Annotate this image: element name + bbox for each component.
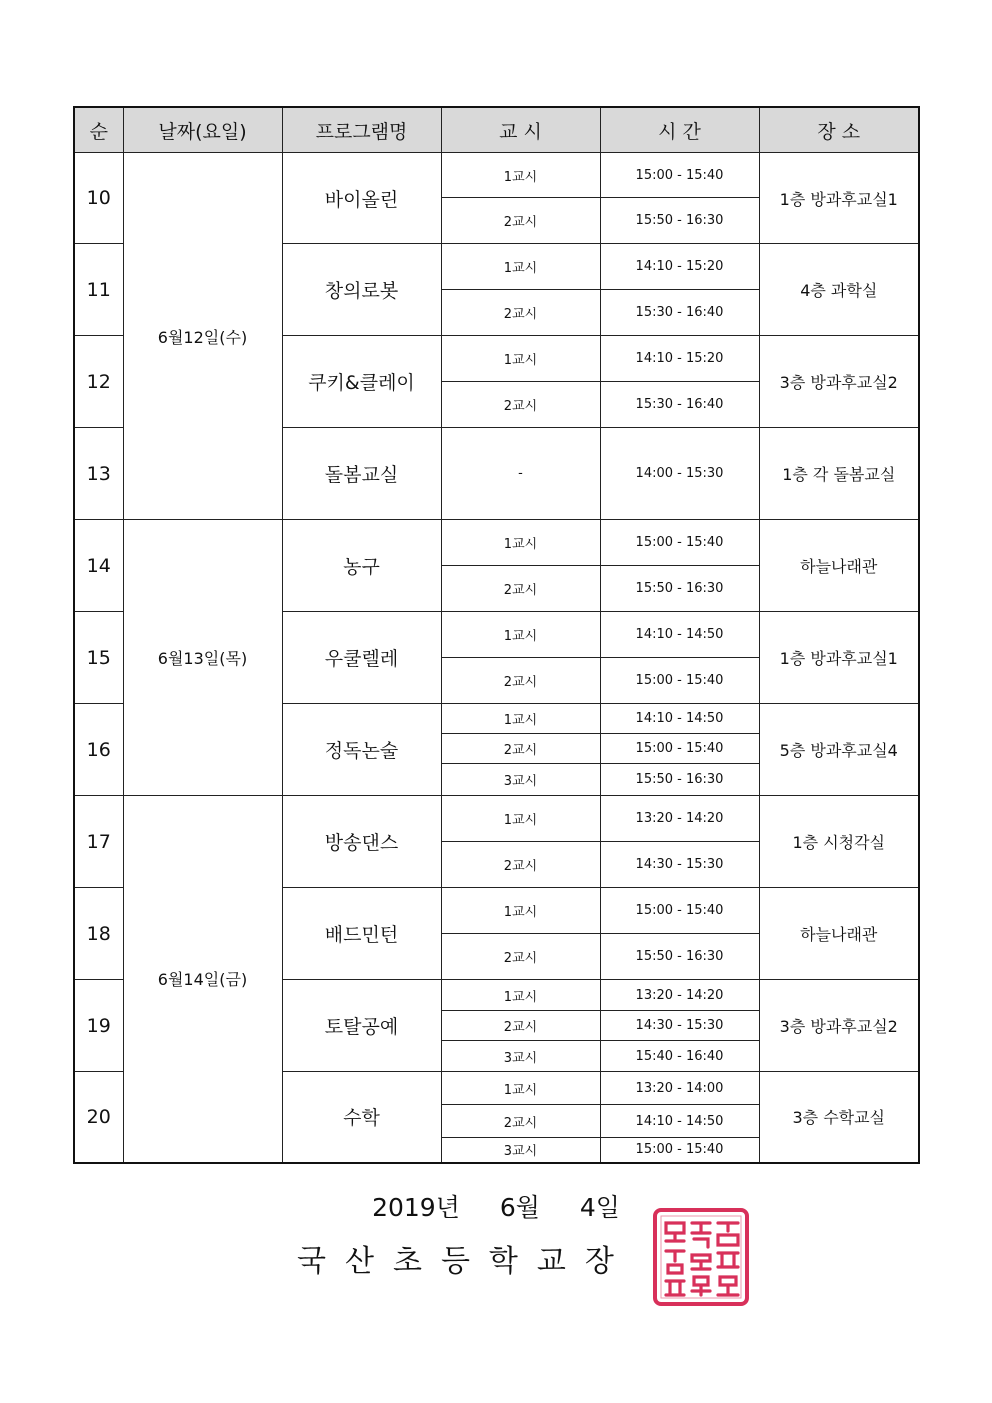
period-cell: 1교시 <box>441 153 600 198</box>
program-name: 정독논술 <box>282 704 441 796</box>
period-cell: 2교시 <box>441 1011 600 1041</box>
period-cell: 1교시 <box>441 612 600 658</box>
program-name: 수학 <box>282 1072 441 1163</box>
header-row <box>74 107 919 153</box>
period-cell: 1교시 <box>441 336 600 382</box>
row-number: 17 <box>74 796 123 888</box>
place-cell: 하늘나래관 <box>759 888 919 980</box>
place-cell: 3층 방과후교실2 <box>759 336 919 428</box>
period-cell: 2교시 <box>441 382 600 428</box>
table-row <box>74 153 919 198</box>
period-cell: 1교시 <box>441 888 600 934</box>
date-cell: 6월12일(수) <box>123 153 282 520</box>
time-cell: 15:50 - 16:30 <box>600 934 759 980</box>
time-cell: 14:30 - 15:30 <box>600 1011 759 1041</box>
date-cell: 6월14일(금) <box>123 796 282 1163</box>
time-cell: 15:00 - 15:40 <box>600 658 759 704</box>
time-cell: 14:10 - 14:50 <box>600 704 759 734</box>
row-number: 20 <box>74 1072 123 1163</box>
row-number: 18 <box>74 888 123 980</box>
place-cell: 3층 방과후교실2 <box>759 980 919 1072</box>
period-cell: 2교시 <box>441 290 600 336</box>
period-cell: 2교시 <box>441 842 600 888</box>
program-name: 농구 <box>282 520 441 612</box>
place-cell: 1층 방과후교실1 <box>759 153 919 244</box>
period-cell: 1교시 <box>441 520 600 566</box>
program-name: 방송댄스 <box>282 796 441 888</box>
header-program: 프로그램명 <box>282 107 441 153</box>
header-time: 시 간 <box>600 107 759 153</box>
place-cell: 3층 수학교실 <box>759 1072 919 1163</box>
schedule-table <box>73 106 920 1164</box>
time-cell: 14:30 - 15:30 <box>600 842 759 888</box>
time-cell: 15:00 - 15:40 <box>600 1138 759 1163</box>
time-cell: 15:00 - 15:40 <box>600 520 759 566</box>
issue-date <box>0 1188 992 1224</box>
time-cell: 13:20 - 14:20 <box>600 980 759 1011</box>
header-place: 장 소 <box>759 107 919 153</box>
place-cell: 1층 시청각실 <box>759 796 919 888</box>
issue-day: 4일 <box>579 1193 620 1222</box>
official-seal-icon <box>652 1207 750 1307</box>
period-cell: 2교시 <box>441 1105 600 1138</box>
header-date: 날짜(요일) <box>123 107 282 153</box>
time-cell: 14:10 - 15:20 <box>600 244 759 290</box>
period-cell: 3교시 <box>441 1138 600 1163</box>
row-number: 19 <box>74 980 123 1072</box>
row-number: 11 <box>74 244 123 336</box>
period-cell: 1교시 <box>441 980 600 1011</box>
time-cell: 14:00 - 15:30 <box>600 428 759 520</box>
place-cell: 1층 각 돌봄교실 <box>759 428 919 520</box>
place-cell: 4층 과학실 <box>759 244 919 336</box>
time-cell: 13:20 - 14:20 <box>600 796 759 842</box>
table-row <box>74 796 919 842</box>
time-cell: 15:00 - 15:40 <box>600 734 759 764</box>
period-cell: 2교시 <box>441 566 600 612</box>
time-cell: 15:40 - 16:40 <box>600 1041 759 1072</box>
program-name: 토탈공예 <box>282 980 441 1072</box>
program-name: 우쿨렐레 <box>282 612 441 704</box>
row-number: 15 <box>74 612 123 704</box>
program-name: 바이올린 <box>282 153 441 244</box>
row-number: 13 <box>74 428 123 520</box>
row-number: 16 <box>74 704 123 796</box>
date-cell: 6월13일(목) <box>123 520 282 796</box>
header-number: 순 <box>74 107 123 153</box>
period-cell: - <box>441 428 600 520</box>
time-cell: 14:10 - 14:50 <box>600 612 759 658</box>
row-number: 10 <box>74 153 123 244</box>
program-name: 돌봄교실 <box>282 428 441 520</box>
period-cell: 1교시 <box>441 796 600 842</box>
period-cell: 1교시 <box>441 704 600 734</box>
time-cell: 15:30 - 16:40 <box>600 290 759 336</box>
period-cell: 1교시 <box>441 1072 600 1105</box>
program-name: 배드민턴 <box>282 888 441 980</box>
issue-year: 2019년 <box>372 1193 460 1222</box>
period-cell: 2교시 <box>441 198 600 244</box>
program-name: 쿠키&클레이 <box>282 336 441 428</box>
period-cell: 2교시 <box>441 934 600 980</box>
period-cell: 2교시 <box>441 658 600 704</box>
header-period: 교 시 <box>441 107 600 153</box>
time-cell: 14:10 - 15:20 <box>600 336 759 382</box>
table-row <box>74 520 919 566</box>
period-cell: 3교시 <box>441 764 600 796</box>
time-cell: 15:00 - 15:40 <box>600 153 759 198</box>
period-cell: 3교시 <box>441 1041 600 1072</box>
time-cell: 15:00 - 15:40 <box>600 888 759 934</box>
place-cell: 5층 방과후교실4 <box>759 704 919 796</box>
place-cell: 하늘나래관 <box>759 520 919 612</box>
time-cell: 14:10 - 14:50 <box>600 1105 759 1138</box>
program-name: 창의로봇 <box>282 244 441 336</box>
time-cell: 15:50 - 16:30 <box>600 198 759 244</box>
period-cell: 2교시 <box>441 734 600 764</box>
school-signature: 국산초등학교장 <box>297 1244 633 1279</box>
issue-month: 6월 <box>499 1193 540 1222</box>
row-number: 14 <box>74 520 123 612</box>
time-cell: 13:20 - 14:00 <box>600 1072 759 1105</box>
time-cell: 15:50 - 16:30 <box>600 566 759 612</box>
time-cell: 15:30 - 16:40 <box>600 382 759 428</box>
time-cell: 15:50 - 16:30 <box>600 764 759 796</box>
row-number: 12 <box>74 336 123 428</box>
place-cell: 1층 방과후교실1 <box>759 612 919 704</box>
period-cell: 1교시 <box>441 244 600 290</box>
